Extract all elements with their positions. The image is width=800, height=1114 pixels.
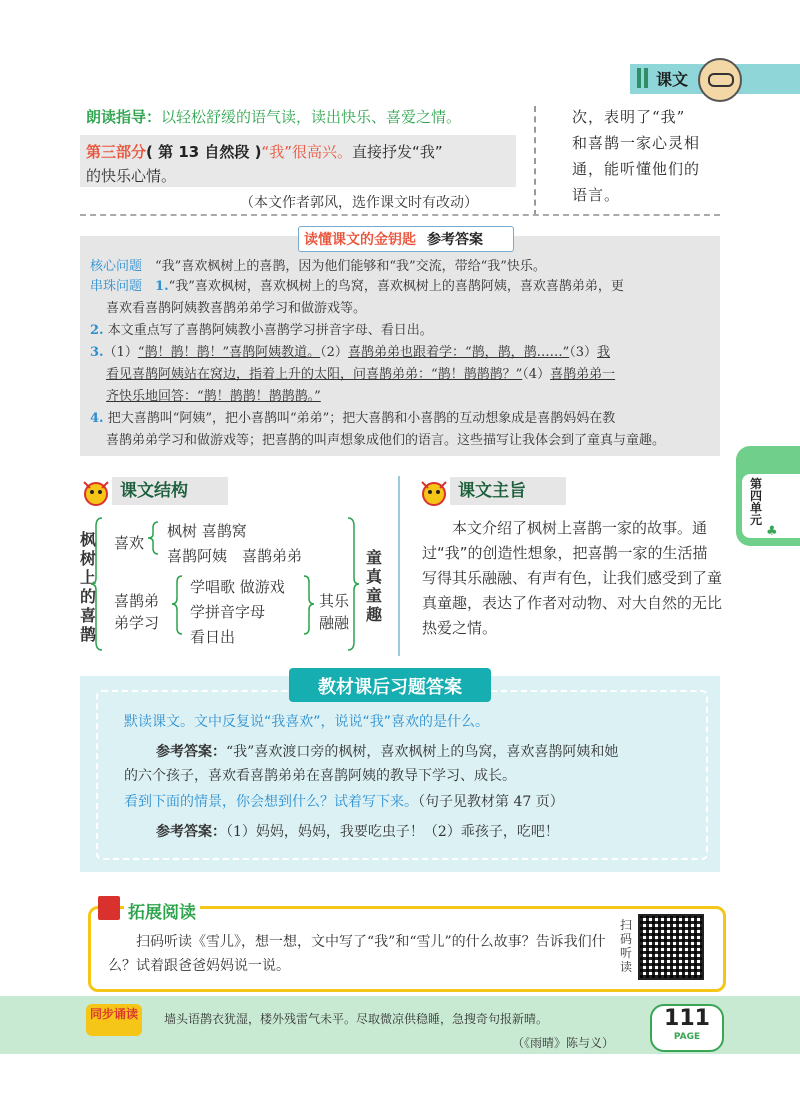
chain-question-1 [90, 276, 710, 298]
footer-poem-source: （《雨晴》陈与义） [512, 1036, 615, 1050]
part3-rest: 直接抒发“我” [352, 143, 443, 161]
answers-title: 读懂课文的金钥匙 [304, 232, 416, 248]
theme-text: 本文介绍了枫树上喜鹊一家的故事。通过“我”的创造性想象，把喜鹊一家的生活描写得其乐融融、有声有色，让我们感受到了童真童趣，表达了作者对动物、对大自然的无比热爱之情。 [422, 519, 723, 637]
extended-reading-text: 扫码听读《雪儿》，想一想，文中写了“我”和“雪儿”的什么故事？告诉我们什么？试着跟爸爸妈妈说一说。 [108, 934, 606, 974]
q2-num: 2. [90, 323, 104, 338]
header-title: 课文 [656, 70, 689, 89]
page-number: 111 [664, 1006, 710, 1031]
footer-poem: 墙头语鹊衣犹湿，楼外残雷气未平。尽取微凉供稳睡，急搜奇句报新晴。 [164, 1012, 549, 1026]
q3-p4: （4） [522, 367, 551, 382]
q3-u4a: 喜鹊弟弟一 [550, 367, 616, 382]
node-learn-a: 喜鹊弟 [114, 592, 160, 610]
header-bars-icon [637, 68, 651, 88]
q1-text: “我”喜欢枫树，喜欢枫树上的鸟窝，喜欢枫树上的喜鹊阿姨，喜欢喜鹊弟弟，更 [168, 279, 624, 294]
author-note: （本文作者郭风，选作课文时有改动） [240, 195, 478, 211]
homework-title: 教材课后习题答案 [318, 677, 462, 698]
q4-line2: 喜鹊弟弟学习和做游戏等；把喜鹊的叫声想象成他们的语言。这些描写让我体会到了童真与童趣。 [106, 433, 666, 448]
clover-icon: ♣ [766, 524, 778, 539]
bee-mascot-icon [78, 476, 114, 508]
q1-line2: 喜欢看喜鹊阿姨教喜鹊弟弟学习和做游戏等。 [106, 301, 367, 316]
homework-q1 [124, 710, 704, 734]
read-guide-label: 朗读指导： [86, 108, 162, 126]
q3-p3: （3） [569, 345, 598, 360]
q3-u2: 喜鹊弟弟也跟着学：“鹊，鹊，鹊……” [347, 345, 570, 360]
qr-code[interactable] [638, 914, 704, 980]
part3-quote: “我”很高兴。 [261, 143, 353, 161]
node-joy-b: 融融 [319, 614, 350, 632]
chain-question-4 [90, 408, 720, 430]
node-joy-a: 其乐 [319, 592, 350, 610]
q3-num: 3. [90, 345, 104, 360]
hw-a2: （1）妈妈，妈妈，我要吃虫子！（2）乖孩子，吃吧！ [226, 824, 559, 840]
node-learn-item: 学拼音字母 [190, 603, 266, 621]
node-learn-item: 看日出 [190, 628, 236, 646]
homework-a1-line2: 的六个孩子，喜欢看喜鹊弟弟在喜鹊阿姨的教导下学习、成长。 [124, 768, 516, 784]
top-vertical-divider [534, 106, 536, 216]
read-guide [86, 106, 526, 127]
node-learn-b: 弟学习 [114, 614, 160, 632]
q3-u4b: 齐快乐地回答：“鹊！鹊鹊！鹊鹊鹊。” [106, 389, 321, 404]
part3-heading: 第三部分 [86, 143, 147, 161]
q2-text: 本文重点写了喜鹊阿姨教小喜鹊学习拼音字母、看日出。 [107, 323, 433, 338]
part3-summary [86, 140, 514, 188]
core-text: “我”喜欢枫树上的喜鹊，因为他们能够和“我”交流，带给“我”快乐。 [155, 259, 546, 274]
bee-mascot-icon [416, 476, 452, 508]
structure-title: 课文结构 [112, 477, 228, 505]
hw-ref-label: 参考答案： [156, 744, 226, 760]
part3-line2: 的快乐心情。 [86, 167, 177, 185]
homework-a1 [156, 740, 704, 764]
unit-label: 第四单元 [750, 477, 763, 527]
chain-question-3 [90, 342, 720, 364]
homework-q2 [124, 790, 704, 814]
hw-q2-note: （句子见教材第 47 页） [418, 794, 564, 810]
page-word: PAGE [673, 1032, 701, 1042]
q4-text: 把大喜鹊叫“阿姨”，把小喜鹊叫“弟弟”；把大喜鹊和小喜鹊的互动想象成是喜鹊妈妈在教 [107, 411, 616, 426]
q3-line2 [106, 364, 716, 386]
right-note-line: 和喜鹊一家心灵相 [572, 134, 701, 152]
q3-u3b: 看见喜鹊阿姨站在窝边，指着上升的太阳，问喜鹊弟弟：“鹊！鹊鹊鹊？” [106, 367, 523, 382]
core-question [90, 256, 710, 278]
q3-line3 [106, 386, 706, 408]
sync-recite-label: 同步诵读 [89, 1007, 138, 1021]
q1-num: 1. [155, 279, 169, 294]
hw-ref-label: 参考答案： [156, 824, 226, 840]
hw-q1-text: 默读课文。文中反复说“我喜欢”，说说“我”喜欢的是什么。 [124, 714, 490, 730]
q3-u3a: 我 [597, 345, 611, 360]
q3-p2: （2） [320, 345, 348, 360]
structure-root-title: 枫树上的喜鹊 [79, 530, 96, 644]
core-label: 核心问题 [90, 259, 143, 274]
read-guide-text: 以轻松舒缓的语气读，读出快乐、喜爱之情。 [161, 108, 462, 126]
book-icon [98, 896, 120, 920]
q4-num: 4. [90, 411, 104, 426]
right-note-line: 通，能听懂他们的 [572, 160, 701, 178]
qr-label: 扫码听读 [620, 918, 633, 974]
node-likes-item: 喜鹊阿姨 喜鹊弟弟 [167, 547, 303, 565]
homework-a2 [156, 820, 704, 844]
node-likes: 喜欢 [114, 534, 145, 552]
q3-p1: （1） [103, 345, 138, 360]
hw-q2-text: 看到下面的情景，你会想到什么？试着写下来。 [124, 794, 418, 810]
hw-a1-a: “我”喜欢渡口旁的枫树，喜欢枫树上的鸟窝，喜欢喜鹊阿姨和她 [226, 744, 619, 760]
mascot-magnifier-icon [698, 58, 742, 102]
chain-label: 串珠问题 [90, 279, 143, 294]
part3-scope: ( 第 13 自然段 ) [146, 143, 262, 161]
q3-u1: “鹊！鹊！鹊！”喜鹊阿姨教道。 [137, 345, 321, 360]
chain-question-2 [90, 320, 710, 342]
node-learn-item: 学唱歌 做游戏 [190, 578, 285, 596]
theme-title: 课文主旨 [450, 477, 566, 505]
node-likes-item: 枫树 喜鹊窝 [167, 522, 247, 540]
answers-title-ref: 参考答案 [427, 232, 483, 248]
section-divider [80, 214, 720, 216]
right-note [572, 104, 752, 208]
node-fun: 童真童趣 [365, 548, 382, 624]
right-note-line: 次，表明了“我” [572, 108, 686, 126]
extended-reading-title: 拓展阅读 [124, 898, 200, 923]
right-note-line: 语言。 [572, 186, 621, 204]
